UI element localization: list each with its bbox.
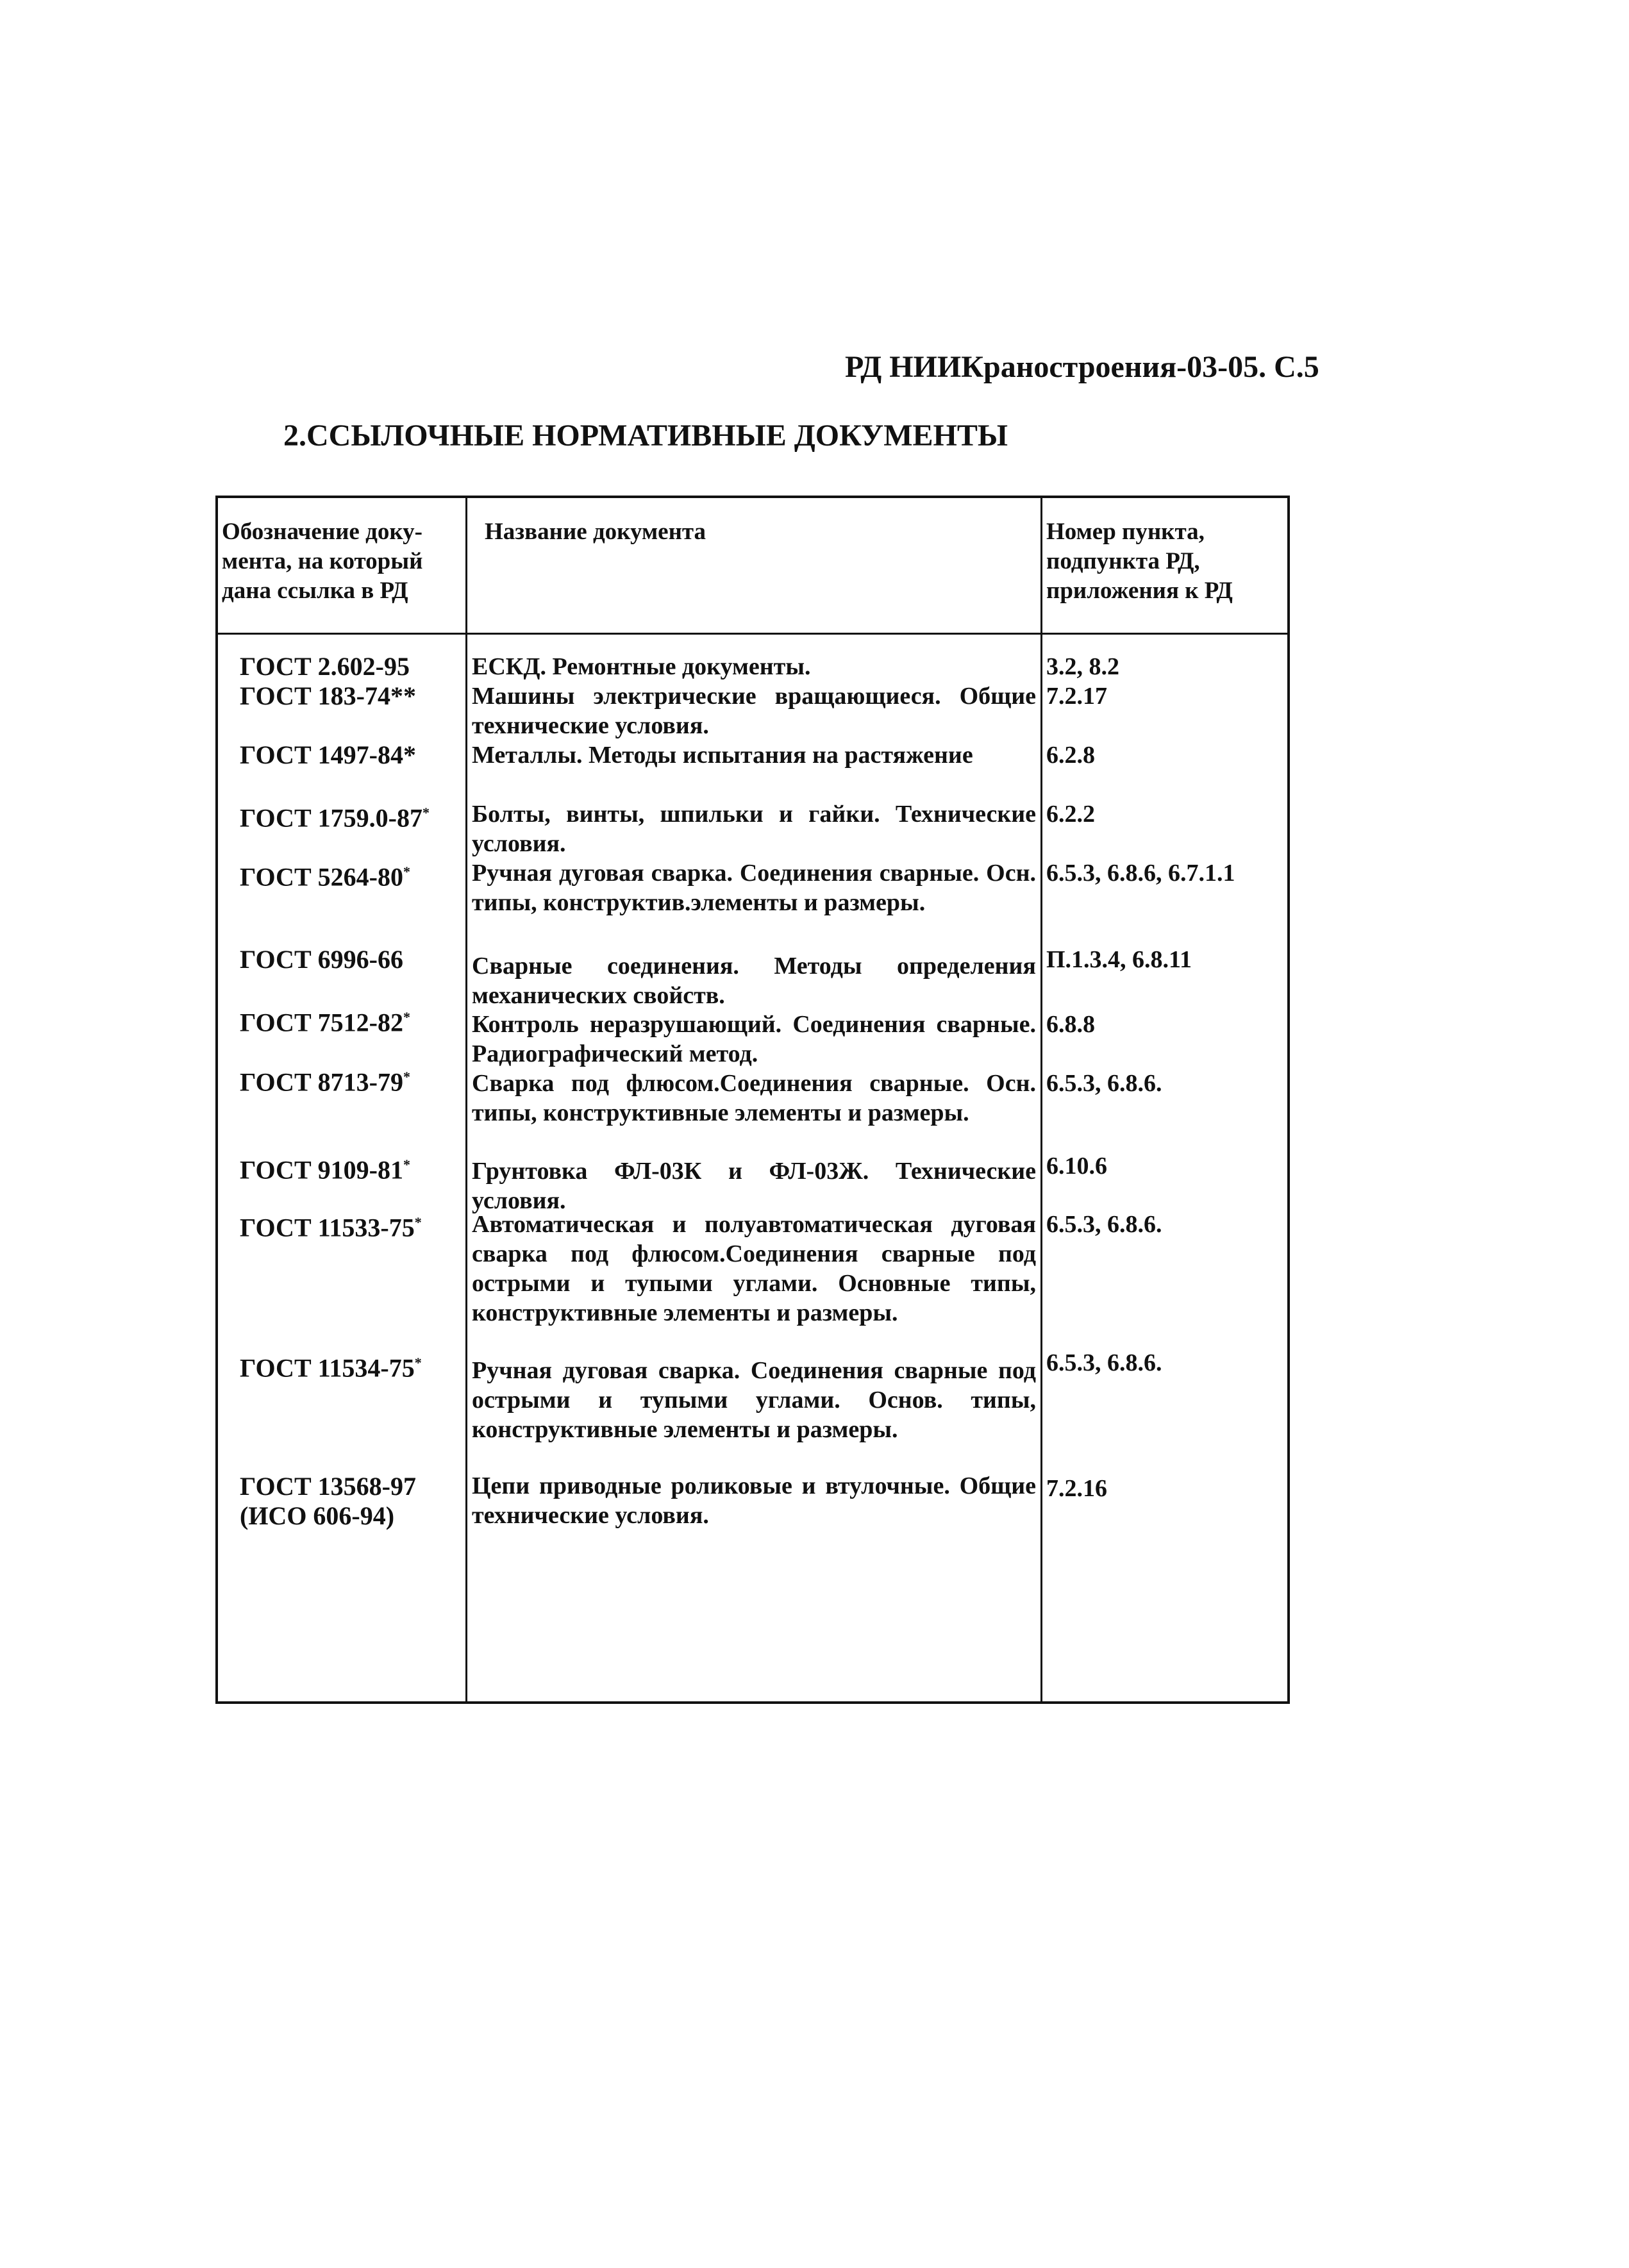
reference-code (240, 1208, 458, 1242)
reference-title: Ручная дуговая сварка. Соединения сварные. Осн. типы, конструктив.элементы и размеры. (472, 860, 1036, 916)
reference-title: Ручная дуговая сварка. Соединения сварные под острыми и тупыми углами. Основ. типы, конструктивные элементы и размеры. (472, 1357, 1036, 1443)
reference-code (240, 740, 458, 770)
reference-code-text: ГОСТ 7512-82 (240, 1008, 403, 1037)
reference-title: ЕСКД. Ремонтные документы. (472, 653, 811, 680)
reference-clause: 6.5.3, 6.8.6. (1046, 1211, 1162, 1238)
references-table (215, 496, 1290, 1704)
reference-code-text: ГОСТ 13568-97 (ИСО 606-94) (240, 1472, 416, 1530)
reference-code (240, 1150, 458, 1185)
reference-code-text: ГОСТ 11534-75 (240, 1353, 415, 1383)
amendment-mark: * (422, 805, 430, 821)
reference-code-text: ГОСТ 1759.0-87 (240, 803, 422, 833)
reference-title: Автоматическая и полуавтоматическая дуговая сварка под флюсом.Соединения сварные под острыми и тупыми углами. Основные типы, конструктивные элементы и размеры. (472, 1211, 1036, 1326)
reference-title: Контроль неразрушающий. Соединения сварные. Радиографический метод. (472, 1011, 1036, 1067)
reference-clause: 3.2, 8.2 (1046, 653, 1119, 680)
reference-code-text: ГОСТ 183-74** (240, 681, 416, 710)
amendment-mark: * (403, 863, 410, 880)
reference-code (240, 1472, 458, 1531)
document-reference: РД НИИКраностроения-03-05. С.5 (845, 350, 1319, 384)
reference-title: Машины электрические вращающиеся. Общие технические условия. (472, 683, 1036, 739)
reference-title: Болты, винты, шпильки и гайки. Технические условия. (472, 801, 1036, 857)
reference-clause: 6.2.2 (1046, 801, 1095, 828)
reference-code (240, 798, 458, 833)
amendment-mark: * (403, 1069, 410, 1085)
reference-clause: 6.5.3, 6.8.6, 6.7.1.1 (1046, 860, 1235, 887)
reference-clause: 6.5.3, 6.8.6. (1046, 1070, 1162, 1097)
reference-title: Грунтовка ФЛ-03К и ФЛ-03Ж. Технические условия. (472, 1158, 1036, 1214)
reference-code-text: ГОСТ 11533-75 (240, 1213, 415, 1242)
reference-code (240, 945, 458, 974)
reference-code-text: ГОСТ 9109-81 (240, 1155, 403, 1185)
reference-title: Цепи приводные роликовые и втулочные. Общие технические условия. (472, 1472, 1036, 1529)
reference-code (240, 681, 458, 711)
reference-clause: 6.10.6 (1046, 1153, 1107, 1180)
amendment-mark: * (414, 1355, 422, 1371)
reference-clause: 6.2.8 (1046, 742, 1095, 769)
column-header-title: Название документа (485, 519, 706, 545)
section-title: 2.ССЫЛОЧНЫЕ НОРМАТИВНЫЕ ДОКУМЕНТЫ (283, 419, 1008, 453)
reference-code (240, 1003, 458, 1037)
column-header-clause: Номер пункта, подпункта РД, приложения к РД (1046, 519, 1233, 604)
reference-title: Сварные соединения. Методы определения механических свойств. (472, 953, 1036, 1009)
reference-code-text: ГОСТ 2.602-95 (240, 652, 410, 681)
reference-clause: 7.2.17 (1046, 683, 1107, 710)
table-body (218, 498, 1287, 1701)
reference-code (240, 652, 458, 681)
amendment-mark: * (403, 1156, 410, 1172)
reference-code (240, 1348, 458, 1383)
amendment-mark: * (403, 1009, 410, 1025)
reference-title: Сварка под флюсом.Соединения сварные. Осн. типы, конструктивные элементы и размеры. (472, 1070, 1036, 1126)
reference-clause: 6.5.3, 6.8.6. (1046, 1349, 1162, 1376)
reference-clause: П.1.3.4, 6.8.11 (1046, 946, 1192, 973)
reference-clause: 7.2.16 (1046, 1475, 1107, 1502)
reference-clause: 6.8.8 (1046, 1011, 1095, 1038)
reference-code-text: ГОСТ 1497-84* (240, 740, 416, 769)
reference-code (240, 857, 458, 892)
reference-code-text: ГОСТ 6996-66 (240, 945, 403, 974)
reference-code (240, 1062, 458, 1097)
reference-code-text: ГОСТ 5264-80 (240, 862, 403, 892)
reference-title: Металлы. Методы испытания на растяжение (472, 742, 973, 769)
column-header-designation: Обозначение доку- мента, на который дана ссылка в РД (222, 519, 423, 604)
amendment-mark: * (414, 1214, 422, 1230)
reference-code-text: ГОСТ 8713-79 (240, 1067, 403, 1097)
